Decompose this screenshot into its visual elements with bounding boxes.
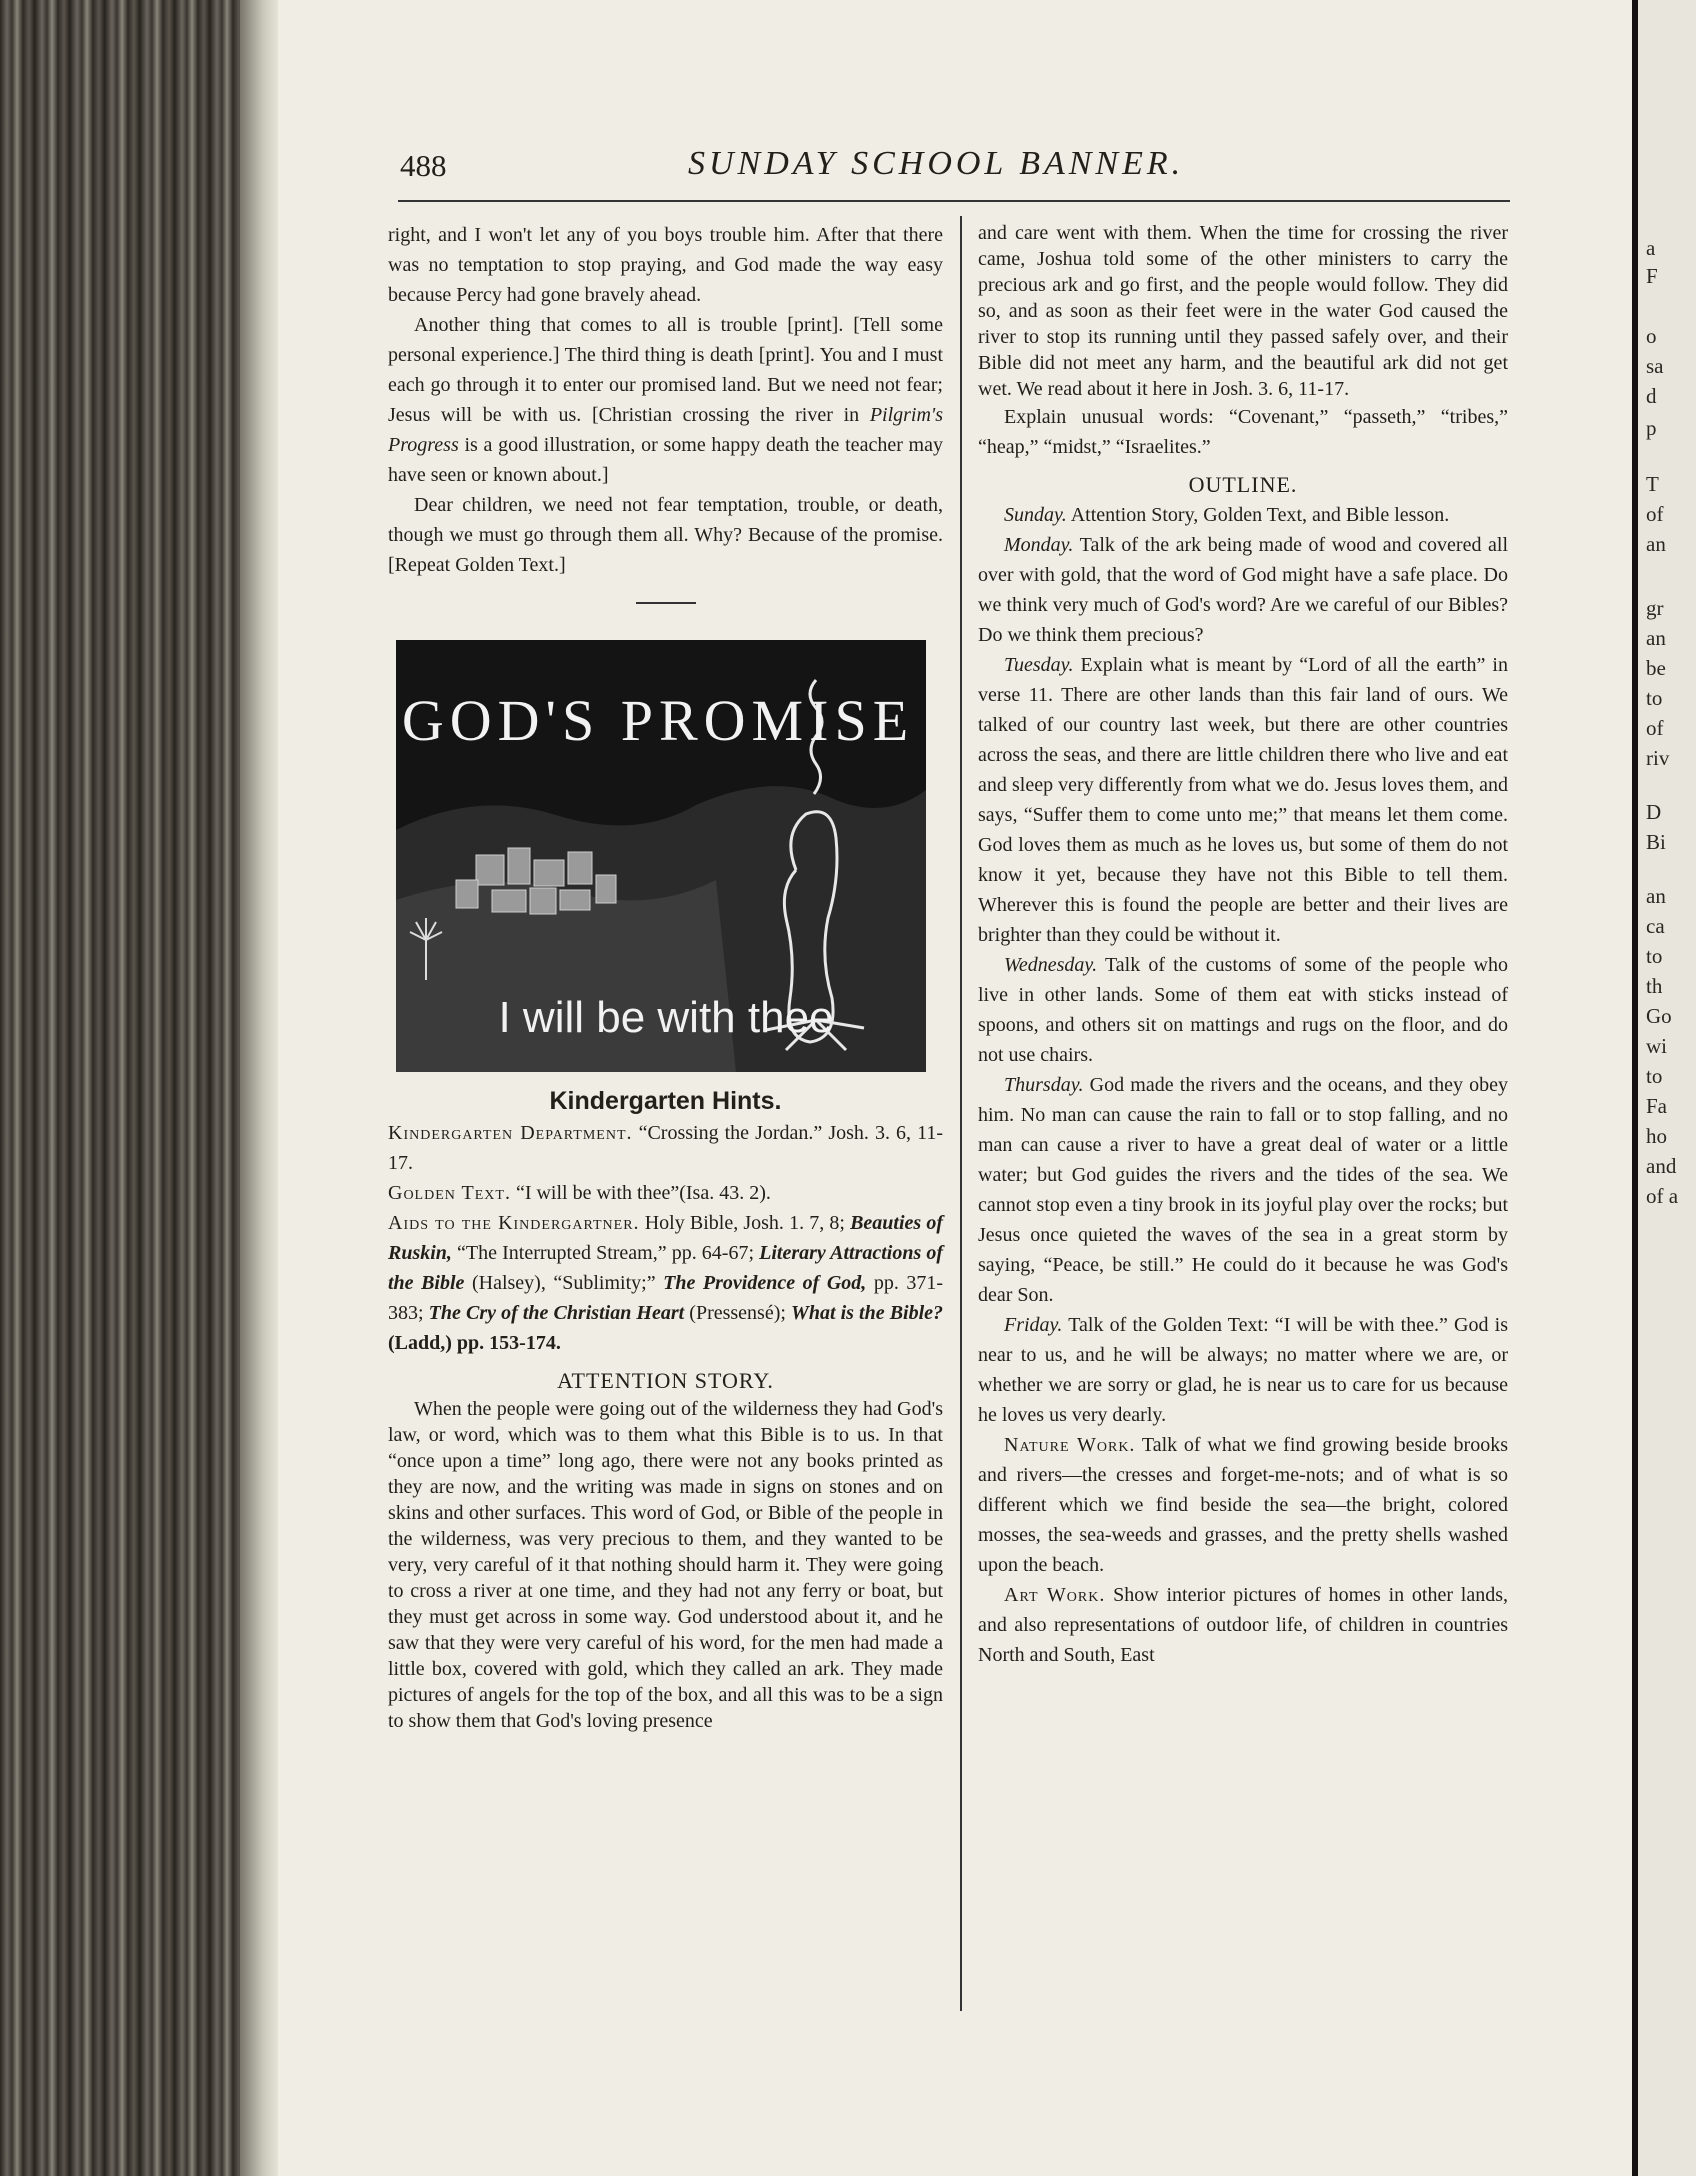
- fragment: of: [1646, 502, 1664, 526]
- fragment: Go: [1646, 1004, 1672, 1028]
- adjacent-page-strip: [1632, 0, 1696, 2176]
- outline-wednesday: Wednesday. Talk of the customs of some of the people who live in other lands. Some of them eat with sticks instead of spoons, and others sit on mattings and rugs on the floor, and do not use chairs.: [978, 954, 1508, 1066]
- paragraph: Dear children, we need not fear temptation, trouble, or death, though we must go through them all. Why? Because of the promise. [Repeat Golden Text.]: [388, 494, 943, 576]
- art-work: Art Work. Show interior pictures of homes in other lands, and also representations of outdoor life, of children in countries North and South, East: [978, 1584, 1508, 1666]
- gods-promise-illustration: [396, 640, 926, 1072]
- fragment: of a: [1646, 1184, 1679, 1208]
- paragraph: and care went with them. When the time for crossing the river came, Joshua told some of the other ministers to carry the precious ark and go first, and the people would follow. They did so, and as soon as their feet were in the water God caused the river to stop its running until they passed safely over, and their Bible did not meet any harm, and the beautiful ark did not get wet. We read about it here in Josh. 3. 6, 11-17.: [978, 222, 1508, 400]
- fragment: T: [1646, 472, 1659, 496]
- outline-thursday: Thursday. God made the rivers and the oceans, and they obey him. No man can cause the rain to fall or to stop falling, and no man can cause a river to have a great deal of water or a little water; but God guides the rivers and the tides of the sea. We cannot stop even a tiny brook in its joyful play over the rocks; but Jesus once quieted the waves of the sea in a great storm by saying, “Peace, be still.” He could do it because he was God's dear Son.: [978, 1074, 1509, 1306]
- paragraph: Explain unusual words: “Covenant,” “passeth,” “tribes,” “heap,” “midst,” “Israelites.”: [978, 406, 1508, 458]
- dept-line: Kindergarten Department. “Crossing the Jordan.” Josh. 3. 6, 11-17.: [388, 1122, 943, 1174]
- column-rule: [960, 216, 962, 2011]
- nature-work: Nature Work. Talk of what we find growing beside brooks and rivers—the cresses and forget-me-nots; and of what is so different which we find beside the sea—the bright, colored mosses, the sea-weeds and grasses, and the pretty shells washed upon the beach.: [978, 1434, 1508, 1576]
- section-title: Kindergarten Hints.: [549, 1087, 782, 1115]
- fragment: riv: [1646, 746, 1670, 770]
- illustration-caption: I will be with thee: [498, 993, 834, 1042]
- fragment: to: [1646, 1064, 1663, 1088]
- illustration-title: GOD'S PROMISE: [401, 688, 915, 753]
- fragment: Fa: [1646, 1094, 1667, 1118]
- fragment: Bi: [1646, 830, 1666, 854]
- fragment: o: [1646, 324, 1657, 348]
- fragment: sa: [1646, 354, 1664, 378]
- paragraph: Another thing that comes to all is trouble [print]. [Tell some personal experience.] The third thing is death [print]. You and I must each go through it to enter our promised land. But we need not fear; Jesus will be with us. [Christian crossing the river in Pilgrim's Progress is a good illustration, or some happy death the teacher may have seen or known about.]: [388, 314, 943, 486]
- fragment: th: [1646, 974, 1663, 998]
- fragment: wi: [1646, 1034, 1667, 1058]
- fragment: p: [1646, 416, 1657, 440]
- fragment: ho: [1646, 1124, 1667, 1148]
- fragment: an: [1646, 532, 1666, 556]
- fragment: to: [1646, 944, 1663, 968]
- fragment: of: [1646, 716, 1664, 740]
- outline-tuesday: Tuesday. Explain what is meant by “Lord of all the earth” in verse 11. There are other lands than this fair land of ours. We talked of our country last week, but there are other countries across the seas, and there are little children there who live and eat and sleep very differently from what we do. Jesus loves them, and says, “Suffer them to come unto me;” that means let them come. God loves them as much as he loves us, but some of them do not know it yet, because they have not this Bible to tell them. Wherever this is found the people are better and their lives are brighter than they could be without it.: [978, 654, 1508, 946]
- section-divider: [636, 602, 696, 604]
- fragment: and: [1646, 1154, 1677, 1178]
- aids-line: Aids to the Kindergartner. Holy Bible, Josh. 1. 7, 8; Beauties of Ruskin, “The Interrupted Stream,” pp. 64-67; Literary Attractions of the Bible (Halsey), “Sublimity;” The Providence of God, pp. 371-383; The Cry of the Christian Heart (Pressensé); What is the Bible? (Ladd,) pp. 153-174.: [388, 1212, 944, 1354]
- paragraph: right, and I won't let any of you boys trouble him. After that there was no temptation to stop praying, and God made the way easy because Percy had gone bravely ahead.: [388, 224, 943, 306]
- outline-monday: Monday. Talk of the ark being made of wood and covered all over with gold, that the word of God might have a safe place. Do we think very much of God's word? Are we careful of our Bibles? Do we think them precious?: [978, 534, 1508, 646]
- right-column: [978, 220, 1508, 1670]
- page: [278, 0, 1632, 2176]
- book-page-edges: [0, 0, 240, 2176]
- fragment: ca: [1646, 914, 1665, 938]
- paragraph: When the people were going out of the wilderness they had God's law, or word, which was to them what this Bible is to us. In that “once upon a time” long ago, there were not any books printed as they are now, and the writing was made in signs on stones and on skins and other surfaces. This word of God, or Bible of the people in the wilderness, was very precious to them, and they wanted to be very, very careful of it that nothing should harm it. They were going to cross a river at one time, and they had not any ferry or boat, but they must get across in some way. God understood about it, and he saw that they were very careful of his word, for the men had made a little box, covered with gold, which they called an ark. They made pictures of angels for the top of the box, and all this was to be a sign to show them that God's loving presence: [388, 1398, 943, 1732]
- fragment: D: [1646, 800, 1662, 824]
- fragment: d: [1646, 384, 1657, 408]
- outline-title: OUTLINE.: [1188, 472, 1298, 497]
- golden-text-line: Golden Text. “I will be with thee”(Isa. 43. 2).: [388, 1182, 771, 1204]
- fragment: F: [1646, 264, 1658, 288]
- story-title: ATTENTION STORY.: [557, 1368, 774, 1393]
- running-title: SUNDAY SCHOOL BANNER.: [688, 145, 1185, 182]
- fragment: be: [1646, 656, 1666, 680]
- page-number: 488: [400, 148, 447, 183]
- fragment: an: [1646, 626, 1666, 650]
- outline-friday: Friday. Talk of the Golden Text: “I will be with thee.” God is near to us, and he will be always; no matter where we are, or whether we are sorry or glad, he is near us to care for us because he loves us very dearly.: [978, 1314, 1509, 1426]
- outline-sunday: Sunday. Attention Story, Golden Text, and Bible lesson.: [1004, 504, 1450, 526]
- left-column: [388, 220, 943, 1734]
- fragment: an: [1646, 884, 1666, 908]
- fragment: a: [1646, 236, 1656, 260]
- fragment: gr: [1646, 596, 1664, 620]
- binding-gutter: [240, 0, 278, 2176]
- fragment: to: [1646, 686, 1663, 710]
- header-rule: [398, 200, 1510, 202]
